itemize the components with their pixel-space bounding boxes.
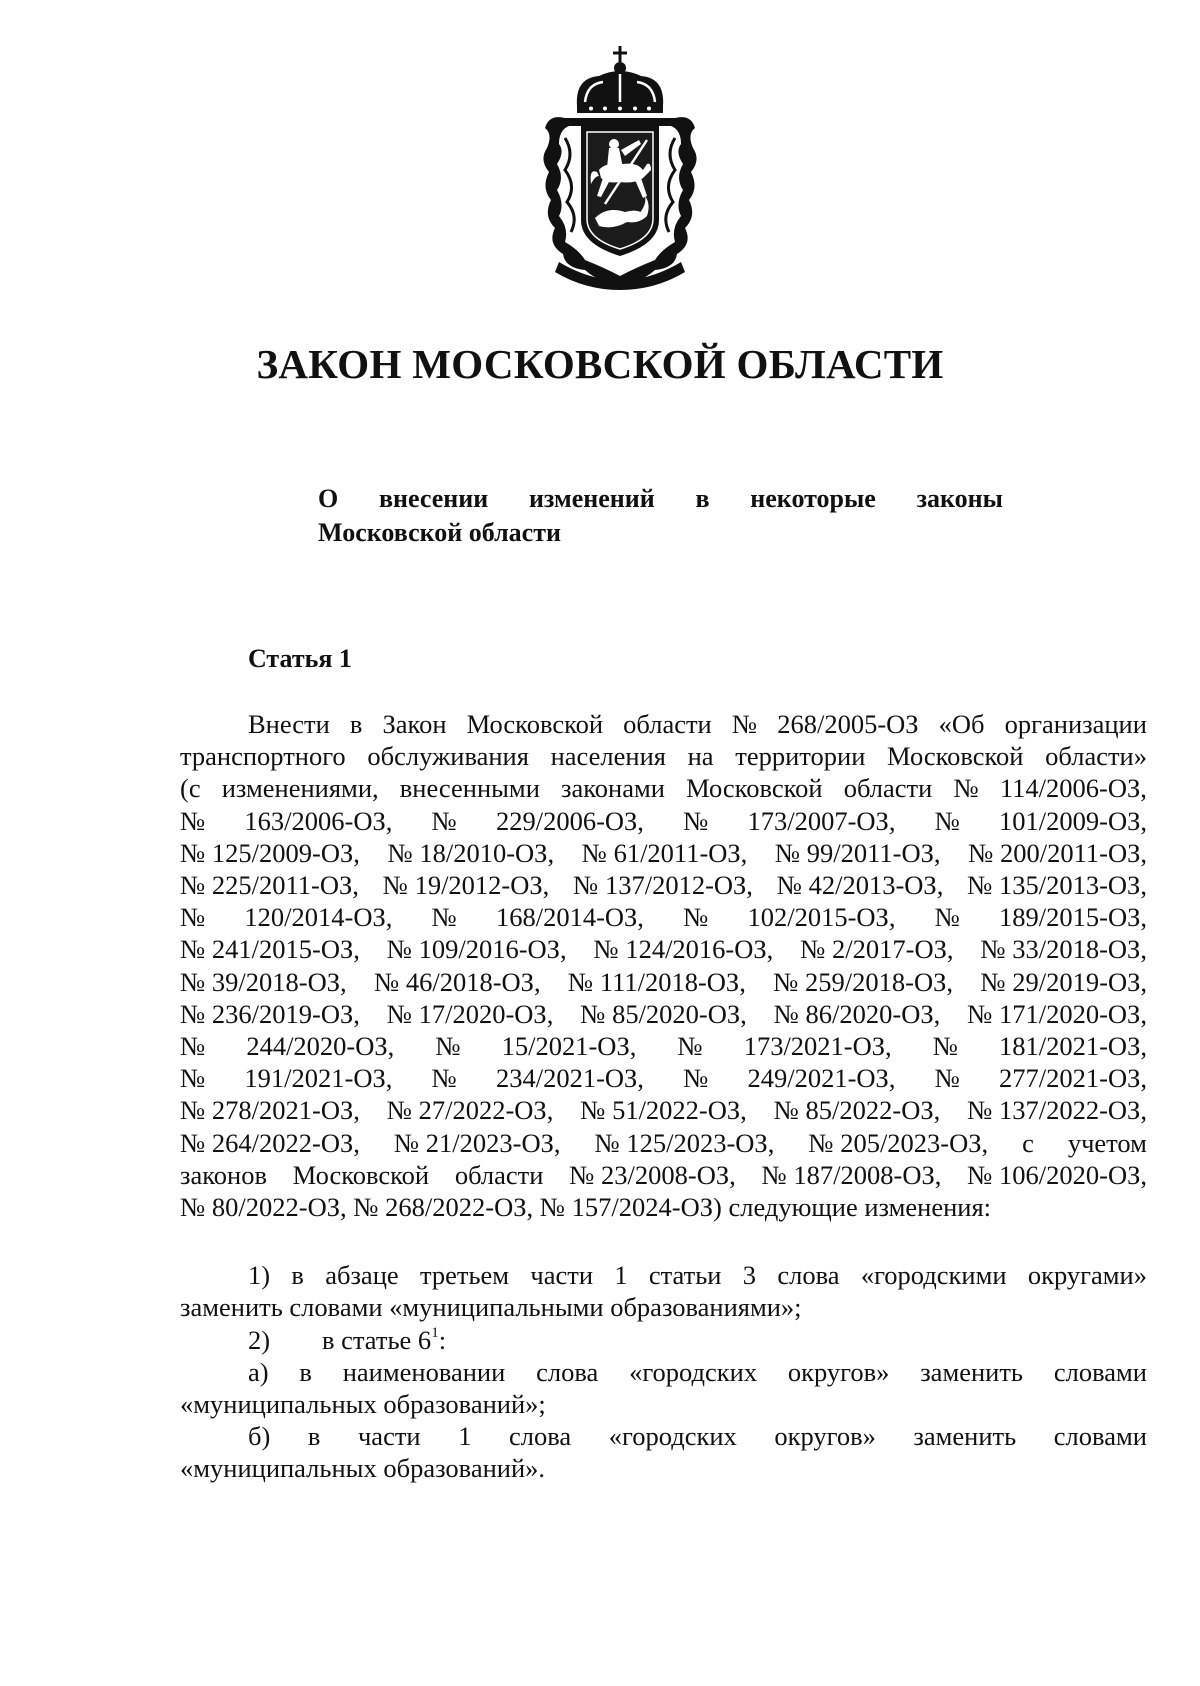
paragraph-line: [180, 837, 1147, 869]
word: №: [677, 1031, 703, 1062]
word: № 200/2011-ОЗ,: [968, 837, 1147, 868]
word: 15/2021-ОЗ,: [501, 1031, 637, 1062]
word: 191/2021-ОЗ,: [244, 1063, 393, 1094]
word: № 109/2016-ОЗ,: [386, 934, 567, 965]
word: слова: [509, 1421, 572, 1452]
word: заменить: [920, 1356, 1024, 1387]
word: а): [248, 1356, 269, 1387]
word: б): [248, 1421, 271, 1452]
word: № 23/2008-ОЗ,: [569, 1159, 736, 1190]
paragraph-line: [180, 869, 1147, 901]
word: №: [683, 1063, 709, 1094]
word: наименовании: [342, 1356, 506, 1387]
word: № 19/2012-ОЗ,: [382, 870, 550, 901]
word: №: [431, 805, 457, 836]
subject-line-1: [318, 482, 1003, 516]
subject-line-2: Московской области: [318, 518, 561, 547]
word: 229/2006-ОЗ,: [495, 805, 644, 836]
word: № 135/2013-ОЗ,: [967, 870, 1147, 901]
word: 181/2021-ОЗ,: [999, 1031, 1147, 1062]
word: 277/2021-ОЗ,: [999, 1063, 1147, 1094]
item-text: в статье 6: [322, 1324, 432, 1355]
word: 3: [742, 1260, 757, 1291]
paragraph-line: [180, 1159, 1147, 1191]
word: № 18/2010-ОЗ,: [387, 837, 555, 868]
article-heading: Статья 1: [248, 644, 352, 673]
word: 114/2006-ОЗ,: [999, 773, 1147, 804]
word: в: [299, 1356, 312, 1387]
word: транспортного: [180, 741, 346, 772]
word: № 27/2022-ОЗ,: [386, 1095, 554, 1126]
word: в: [695, 484, 710, 513]
word: законами: [561, 773, 665, 804]
word: территории: [735, 741, 866, 772]
word: области»: [1045, 741, 1147, 772]
word: статьи: [648, 1260, 722, 1291]
word: № 124/2016-ОЗ,: [593, 934, 774, 965]
word: № 39/2018-ОЗ,: [180, 966, 347, 997]
word: области: [454, 1159, 544, 1190]
word: № 137/2022-ОЗ,: [967, 1095, 1147, 1126]
word: с: [1022, 1127, 1034, 1158]
word: №: [934, 805, 960, 836]
word: № 42/2013-ОЗ,: [776, 870, 944, 901]
word: № 125/2023-ОЗ,: [594, 1127, 775, 1158]
word: «Об: [938, 709, 985, 739]
word: №: [180, 1031, 206, 1062]
word: 102/2015-ОЗ,: [747, 902, 896, 933]
word: учетом: [1067, 1127, 1147, 1158]
word: № 264/2022-ОЗ,: [180, 1127, 360, 1158]
word: № 29/2019-ОЗ,: [980, 966, 1147, 997]
word: №: [953, 773, 979, 804]
word: 173/2021-ОЗ,: [743, 1031, 892, 1062]
paragraph-line: [180, 1094, 1147, 1126]
word: Московской: [292, 1159, 430, 1190]
word: словами: [1053, 1421, 1147, 1452]
word: О: [318, 484, 339, 513]
word: № 171/2020-ОЗ,: [967, 998, 1147, 1029]
word: «городских: [608, 1421, 737, 1452]
word: внесении: [378, 484, 489, 513]
word: № 21/2023-ОЗ,: [393, 1127, 561, 1158]
spacer: [180, 1223, 1147, 1259]
word: обслуживания: [367, 741, 529, 772]
word: 189/2015-ОЗ,: [999, 902, 1147, 933]
word: 249/2021-ОЗ,: [747, 1063, 896, 1094]
word: 173/2007-ОЗ,: [747, 805, 896, 836]
word: некоторые: [750, 484, 876, 513]
word: заменить: [913, 1421, 1017, 1452]
word: №: [431, 902, 457, 933]
word: (с: [180, 773, 201, 804]
paragraph-line: [180, 966, 1147, 998]
word: № 225/2011-ОЗ,: [180, 870, 359, 901]
word: 101/2009-ОЗ,: [999, 805, 1147, 836]
word: в: [307, 1421, 321, 1452]
word: № 2/2017-ОЗ,: [800, 934, 954, 965]
word: №: [934, 902, 960, 933]
word: №: [683, 805, 709, 836]
word: №: [180, 805, 206, 836]
paragraph-line: [180, 1030, 1147, 1062]
sub-item-a-line: [180, 1356, 1147, 1388]
word: 1: [458, 1421, 472, 1452]
coat-of-arms-emblem: [535, 44, 705, 292]
paragraph-line: № 80/2022-ОЗ, № 268/2022-ОЗ, № 157/2024-ОЗ) следующие изменения:: [180, 1192, 992, 1223]
word: внесенными: [399, 773, 540, 804]
word: словами: [1053, 1356, 1147, 1387]
word: № 51/2022-ОЗ,: [580, 1095, 747, 1126]
law-title: ЗАКОН МОСКОВСКОЙ ОБЛАСТИ: [256, 341, 944, 387]
word: на: [687, 741, 714, 772]
word: 1: [614, 1260, 628, 1291]
word: округов»: [787, 1356, 890, 1387]
word: №: [431, 1063, 457, 1094]
sub-item-b-line: «муниципальных образований».: [180, 1453, 545, 1484]
word: области: [843, 773, 933, 804]
word: 268/2005-ОЗ: [777, 709, 919, 739]
word: № 125/2009-ОЗ,: [180, 837, 360, 868]
word: части: [357, 1421, 421, 1452]
list-item-1-line: [180, 1259, 1147, 1291]
word: законов: [180, 1159, 267, 1190]
word: области: [623, 709, 712, 739]
word: изменений: [528, 484, 655, 513]
paragraph-line: [180, 901, 1147, 933]
word: № 99/2011-ОЗ,: [774, 837, 941, 868]
word: № 236/2019-ОЗ,: [180, 998, 360, 1029]
sub-item-b-line: [180, 1420, 1147, 1452]
word: организации: [1004, 709, 1147, 739]
crown-icon: [577, 46, 663, 113]
word: населения: [550, 741, 666, 772]
word: третьем: [419, 1260, 510, 1291]
word: № 86/2020-ОЗ,: [773, 998, 941, 1029]
law-subject: [318, 482, 1003, 550]
word: №: [683, 902, 709, 933]
item-number: 1): [248, 1260, 271, 1291]
word: №: [934, 1063, 960, 1094]
word: № 187/2008-ОЗ,: [761, 1159, 942, 1190]
item-text: :: [438, 1324, 447, 1355]
word: Внести: [248, 709, 330, 739]
word: слова: [777, 1260, 840, 1291]
word: в: [291, 1260, 304, 1291]
word: 234/2021-ОЗ,: [495, 1063, 644, 1094]
word: абзаце: [325, 1260, 399, 1291]
word: слова: [536, 1356, 599, 1387]
word: № 85/2020-ОЗ,: [580, 998, 747, 1029]
word: округов»: [774, 1421, 876, 1452]
word: № 17/2020-ОЗ,: [386, 998, 554, 1029]
word: 244/2020-ОЗ,: [246, 1031, 395, 1062]
word: 120/2014-ОЗ,: [244, 902, 393, 933]
paragraph-line: [180, 708, 1147, 740]
paragraph-line: [180, 772, 1147, 804]
word: 163/2006-ОЗ,: [244, 805, 393, 836]
paragraph-line: [180, 1062, 1147, 1094]
word: №: [435, 1031, 461, 1062]
word: № 137/2012-ОЗ,: [573, 870, 753, 901]
word: № 85/2022-ОЗ,: [773, 1095, 941, 1126]
word: № 61/2011-ОЗ,: [581, 837, 748, 868]
superscript: 1: [431, 1324, 439, 1341]
paragraph-line: [180, 933, 1147, 965]
word: № 111/2018-ОЗ,: [567, 966, 746, 997]
sub-item-a-line: «муниципальных образований»;: [180, 1389, 546, 1420]
word: Московской: [887, 741, 1024, 772]
word: округами»: [1027, 1260, 1147, 1291]
word: № 33/2018-ОЗ,: [980, 934, 1147, 965]
word: № 46/2018-ОЗ,: [373, 966, 541, 997]
word: Московской: [686, 773, 823, 804]
word: № 278/2021-ОЗ,: [180, 1095, 360, 1126]
item-number: 2): [248, 1324, 271, 1355]
word: части: [530, 1260, 594, 1291]
paragraph-line: [180, 998, 1147, 1030]
word: № 241/2015-ОЗ,: [180, 934, 360, 965]
word: Московской: [466, 709, 604, 739]
paragraph-line: [180, 805, 1147, 837]
word: в: [349, 709, 363, 739]
paragraph-line: [180, 1127, 1147, 1159]
word: №: [932, 1031, 958, 1062]
word: № 205/2023-ОЗ,: [808, 1127, 989, 1158]
paragraph-line: [180, 740, 1147, 772]
word: «городских: [629, 1356, 758, 1387]
word: №: [731, 709, 758, 739]
word: законы: [916, 484, 1003, 513]
list-item-2-line: [180, 1324, 1147, 1356]
word: «городскими: [860, 1260, 1007, 1291]
word: № 259/2018-ОЗ,: [773, 966, 954, 997]
word: №: [180, 902, 206, 933]
article-body: [180, 708, 1147, 1485]
list-item-1-line: заменить словами «муниципальными образованиями»;: [180, 1292, 802, 1323]
word: № 106/2020-ОЗ,: [967, 1159, 1147, 1190]
word: 168/2014-ОЗ,: [495, 902, 644, 933]
word: №: [180, 1063, 206, 1094]
word: изменениями,: [221, 773, 379, 804]
word: Закон: [382, 709, 447, 739]
